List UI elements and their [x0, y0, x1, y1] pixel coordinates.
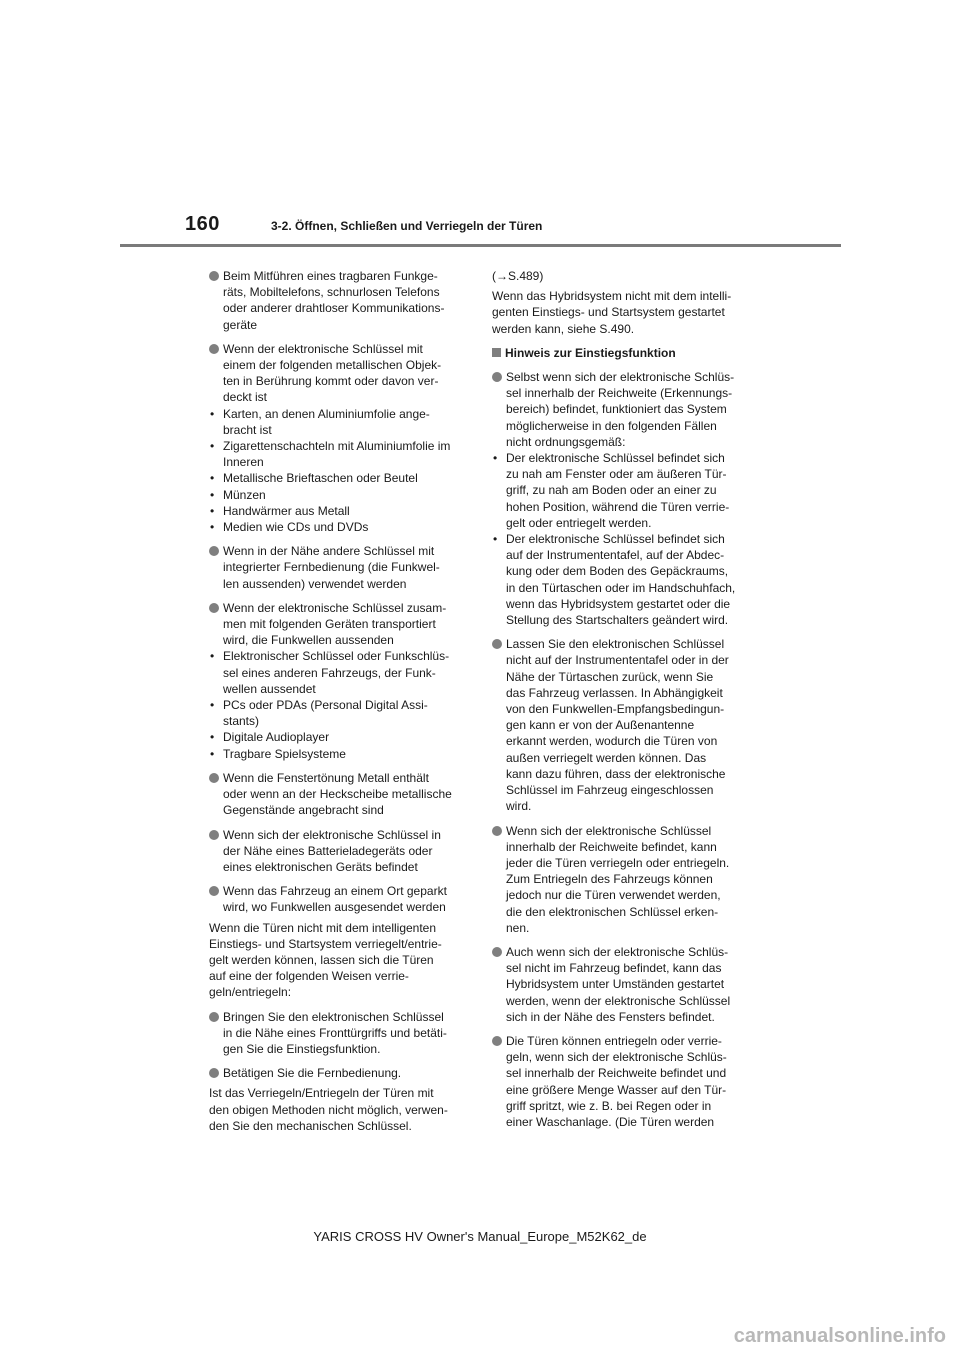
bullet-dot-icon	[492, 1036, 502, 1046]
text-line: Schlüssel im Fahrzeug eingeschlossen	[506, 783, 714, 798]
text-line: wenn das Hybridsystem gestartet oder die	[506, 596, 731, 611]
text-line: Wenn sich der elektronische Schlüssel in	[223, 827, 441, 842]
small-bullet-icon: •	[210, 698, 215, 713]
text-line: Handwärmer aus Metall	[223, 503, 350, 518]
small-bullet-icon: •	[493, 451, 498, 466]
bullet-paragraph	[209, 1065, 469, 1081]
text-line: oder wenn an der Heckscheibe metallische	[223, 787, 452, 802]
bullet-dot-icon	[492, 372, 502, 382]
text-line: räts, Mobiltelefons, schnurlosen Telefons	[223, 285, 440, 300]
text-line: sel nicht im Fahrzeug befindet, kann das	[506, 961, 722, 976]
text-line: werden kann, siehe S.490.	[492, 321, 635, 336]
sub-list-item	[209, 503, 469, 519]
bullet-paragraph	[492, 823, 752, 936]
text-line: Bringen Sie den elektronischen Schlüssel	[223, 1009, 444, 1024]
text-line: sich in der Nähe des Fensters befindet.	[506, 1009, 715, 1024]
square-bullet-icon	[492, 348, 501, 357]
text-line: Wenn in der Nähe andere Schlüssel mit	[223, 544, 435, 559]
text-line: gelt werden können, lassen sich die Türen	[209, 952, 434, 967]
bullet-dot-icon	[492, 639, 502, 649]
sub-list	[209, 648, 469, 761]
text-line: oder anderer drahtloser Kommunikations-	[223, 301, 445, 316]
text-line: bracht ist	[223, 422, 272, 437]
text-line: gelt oder entriegelt werden.	[506, 515, 652, 530]
small-bullet-icon: •	[210, 487, 215, 502]
body-paragraph	[209, 1085, 469, 1134]
bullet-paragraph	[492, 944, 752, 1025]
text-line: Wenn sich der elektronische Schlüssel	[506, 823, 712, 838]
sub-list-item	[492, 531, 752, 628]
bullet-paragraph	[209, 770, 469, 819]
bullet-paragraph	[209, 268, 469, 333]
text-line: in die Nähe eines Fronttürgriffs und betäti-	[223, 1025, 447, 1040]
text-line: jedoch nur die Türen verwendet werden,	[506, 888, 721, 903]
text-line: Münzen	[223, 487, 266, 502]
page-number: 160	[185, 213, 220, 235]
text-line: in den Türtaschen oder im Handschuhfach,	[506, 580, 736, 595]
text-line: griff, zu nah am Boden oder an einer zu	[506, 483, 717, 498]
text-line: innerhalb der Reichweite befindet, kann	[506, 839, 717, 854]
bullet-group	[209, 600, 469, 762]
text-line: Hybridsystem unter Umständen gestartet	[506, 977, 725, 992]
text-line: geräte	[223, 317, 258, 332]
bullet-dot-icon	[209, 1012, 219, 1022]
text-line: von den Funkwellen-Empfangsbedingun-	[506, 702, 725, 717]
text-line: Auch wenn sich der elektronische Schlüs-	[506, 944, 729, 959]
text-line: wird, die Funkwellen aussenden	[223, 633, 394, 648]
subsection-heading-text: Hinweis zur Einstiegsfunktion	[505, 345, 676, 360]
text-line: Wenn die Türen nicht mit dem intelligenten	[209, 920, 437, 935]
text-line: Wenn das Hybridsystem nicht mit dem intelli-	[492, 289, 732, 304]
text-line: Der elektronische Schlüssel befindet sich	[506, 532, 725, 547]
text-line: nicht ordnungsgemäß:	[506, 434, 626, 449]
text-line: wellen aussendet	[223, 681, 316, 696]
bullet-dot-icon	[209, 830, 219, 840]
sub-list-item	[209, 697, 469, 729]
bullet-dot-icon	[209, 603, 219, 613]
bullet-paragraph	[492, 369, 752, 450]
text-line: griff spritzt, wie z. B. bei Regen oder in	[506, 1098, 712, 1113]
reference-line	[492, 268, 752, 284]
text-line: eine größere Menge Wasser auf den Tür-	[506, 1082, 727, 1097]
text-line: den obigen Methoden nicht möglich, verwen-	[209, 1102, 448, 1117]
text-line: Elektronischer Schlüssel oder Funkschlüs-	[223, 649, 450, 664]
text-line: stants)	[223, 714, 260, 729]
small-bullet-icon: •	[210, 520, 215, 535]
text-line: Gegenstände angebracht sind	[223, 803, 384, 818]
sub-list-item	[209, 648, 469, 697]
section-title: 3-2. Öffnen, Schließen und Verriegeln der Türen	[271, 219, 543, 233]
bullet-dot-icon	[209, 271, 219, 281]
sub-list	[209, 406, 469, 536]
text-line: Digitale Audioplayer	[223, 730, 330, 745]
small-bullet-icon: •	[210, 471, 215, 486]
text-line: jeder die Türen verriegeln oder entriegeln.	[506, 855, 730, 870]
bullet-dot-icon	[209, 773, 219, 783]
text-line: einem der folgenden metallischen Objek-	[223, 358, 442, 373]
text-line: auf der Instrumententafel, auf der Abdec-	[506, 548, 725, 563]
sub-list-item	[209, 729, 469, 745]
text-line: die den elektronischen Schlüssel erken-	[506, 904, 719, 919]
bullet-paragraph	[492, 1033, 752, 1130]
text-line: der Nähe eines Batterieladegeräts oder	[223, 843, 433, 858]
text-line: bereich) befindet, funktioniert das System	[506, 402, 727, 417]
bullet-dot-icon	[492, 947, 502, 957]
small-bullet-icon: •	[210, 503, 215, 518]
text-line: nicht auf der Instrumententafel oder in der	[506, 653, 729, 668]
text-line: sel innerhalb der Reichweite befindet und	[506, 1066, 727, 1081]
bullet-dot-icon	[209, 1068, 219, 1078]
bullet-paragraph	[209, 341, 469, 406]
sub-list-item	[209, 746, 469, 762]
small-bullet-icon: •	[210, 406, 215, 421]
bullet-paragraph	[209, 883, 469, 915]
header-rule	[120, 244, 841, 247]
text-line: hohen Position, während die Türen verrie-	[506, 499, 730, 514]
text-line: genten Einstiegs- und Startsystem gestartet	[492, 305, 725, 320]
text-line: Wenn das Fahrzeug an einem Ort geparkt	[223, 884, 447, 899]
text-line: Ist das Verriegeln/Entriegeln der Türen mit	[209, 1086, 434, 1101]
text-line: werden, wenn der elektronische Schlüssel	[506, 993, 731, 1008]
bullet-paragraph	[209, 543, 469, 592]
sub-list-item	[209, 406, 469, 438]
text-line: Medien wie CDs und DVDs	[223, 520, 369, 535]
text-line: len aussenden) verwendet werden	[223, 576, 407, 591]
subsection-heading	[492, 345, 752, 361]
text-line: (→S.489)	[492, 269, 544, 283]
small-bullet-icon: •	[210, 649, 215, 664]
text-line: Zigarettenschachteln mit Aluminiumfolie im	[223, 439, 451, 454]
small-bullet-icon: •	[493, 532, 498, 547]
text-line: Karten, an denen Aluminiumfolie ange-	[223, 406, 430, 421]
text-line: möglicherweise in den folgenden Fällen	[506, 418, 717, 433]
text-line: gen kann er von der Außenantenne	[506, 718, 695, 733]
text-line: kann dazu führen, dass der elektronische	[506, 766, 726, 781]
bullet-group	[492, 369, 752, 628]
text-line: integrierter Fernbedienung (die Funkwel-	[223, 560, 440, 575]
bullet-group	[209, 341, 469, 535]
bullet-paragraph	[209, 827, 469, 876]
text-line: eines elektronischen Geräts befindet	[223, 859, 418, 874]
sub-list-item	[492, 450, 752, 531]
right-column	[492, 268, 752, 1138]
text-line: Nähe der Türtaschen zurück, wenn Sie	[506, 669, 714, 684]
text-line: Die Türen können entriegeln oder verrie-	[506, 1033, 722, 1048]
text-line: Einstiegs- und Startsystem verriegelt/entrie-	[209, 936, 442, 951]
text-line: Inneren	[223, 455, 264, 470]
bullet-dot-icon	[492, 826, 502, 836]
text-line: Wenn der elektronische Schlüssel zusam-	[223, 600, 447, 615]
body-paragraph	[492, 288, 752, 337]
text-line: Lassen Sie den elektronischen Schlüssel	[506, 637, 725, 652]
bullet-paragraph	[492, 636, 752, 814]
text-line: Zum Entriegeln des Fahrzeugs können	[506, 872, 713, 887]
text-line: Selbst wenn sich der elektronische Schlüs-	[506, 370, 735, 385]
text-line: zu nah am Fenster oder am äußeren Tür-	[506, 467, 727, 482]
small-bullet-icon: •	[210, 730, 215, 745]
text-line: Stellung des Startschalters geändert wird.	[506, 613, 729, 628]
sub-list-item	[209, 470, 469, 486]
bullet-paragraph	[209, 600, 469, 649]
text-line: Wenn der elektronische Schlüssel mit	[223, 341, 423, 356]
text-line: Wenn die Fenstertönung Metall enthält	[223, 770, 429, 785]
bullet-dot-icon	[209, 344, 219, 354]
bullet-dot-icon	[209, 886, 219, 896]
text-line: geln, wenn sich der elektronische Schlüs-	[506, 1050, 727, 1065]
watermark: carmanualsonline.info	[733, 1325, 946, 1347]
text-line: ten in Berührung kommt oder davon ver-	[223, 374, 439, 389]
text-line: sel eines anderen Fahrzeugs, der Funk-	[223, 665, 436, 680]
text-line: Metallische Brieftaschen oder Beutel	[223, 471, 418, 486]
text-line: erkannt werden, wodurch die Türen von	[506, 734, 718, 749]
text-line: Betätigen Sie die Fernbedienung.	[223, 1066, 402, 1081]
text-line: deckt ist	[223, 390, 268, 405]
text-line: gen Sie die Einstiegsfunktion.	[223, 1041, 381, 1056]
text-line: sel innerhalb der Reichweite (Erkennungs-	[506, 386, 733, 401]
footer-manual-id: YARIS CROSS HV Owner's Manual_Europe_M52K62_de	[313, 1229, 647, 1244]
text-line: PCs oder PDAs (Personal Digital Assi-	[223, 698, 428, 713]
text-line: den Sie den mechanischen Schlüssel.	[209, 1118, 412, 1133]
bullet-paragraph	[209, 1009, 469, 1058]
text-line: nen.	[506, 920, 530, 935]
text-line: einer Waschanlage. (Die Türen werden	[506, 1114, 715, 1129]
sub-list-item	[209, 519, 469, 535]
body-paragraph	[209, 920, 469, 1001]
text-line: außen verriegelt werden können. Das	[506, 750, 707, 765]
bullet-dot-icon	[209, 546, 219, 556]
text-line: Beim Mitführen eines tragbaren Funkge-	[223, 269, 438, 283]
text-line: wird.	[506, 799, 532, 814]
text-line: das Fahrzeug verlassen. In Abhängigkeit	[506, 685, 723, 700]
text-line: kung oder dem Boden des Gepäckraums,	[506, 564, 729, 579]
text-line: auf eine der folgenden Weisen verrie-	[209, 969, 409, 984]
small-bullet-icon: •	[210, 746, 215, 761]
sub-list-item	[209, 438, 469, 470]
left-column	[209, 268, 469, 1142]
text-line: Der elektronische Schlüssel befindet sich	[506, 451, 725, 466]
sub-list	[492, 450, 752, 628]
text-line: Tragbare Spielsysteme	[223, 746, 346, 761]
text-line: geln/entriegeln:	[209, 985, 292, 1000]
sub-list-item	[209, 487, 469, 503]
small-bullet-icon: •	[210, 439, 215, 454]
text-line: men mit folgenden Geräten transportiert	[223, 617, 436, 632]
text-line: wird, wo Funkwellen ausgesendet werden	[223, 900, 446, 915]
